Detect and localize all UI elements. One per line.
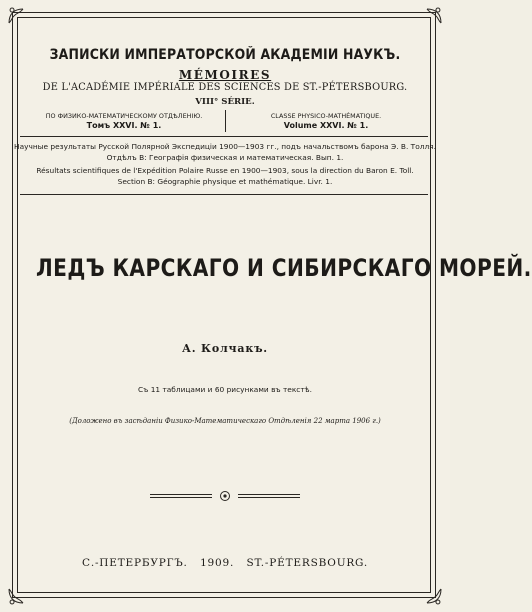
right-column-volume: Volume XXVI. № 1. <box>283 121 369 130</box>
presented-note: (Доложено въ засѣданiи Физико-Математическаго Отдѣленiя 22 марта 1906 г.) <box>69 417 381 425</box>
series-number: VIII° SÉRIE. <box>195 97 255 107</box>
right-column <box>226 111 426 131</box>
left-column-volume: Томъ XXVI. № 1. <box>86 121 162 130</box>
divider-line <box>20 136 428 137</box>
decorative-rule-left <box>150 497 212 498</box>
memoires-heading: MÉMOIRES <box>178 68 272 82</box>
decorative-rule-right <box>238 494 300 495</box>
section-ru: Отдѣлъ В: Географiя физическая и математическая. Вып. 1. <box>106 153 344 162</box>
left-column-department: ПО ФИЗИКО-МАТЕМАТИЧЕСКОМУ ОТДѢЛЕНIЮ. <box>45 112 203 120</box>
series-title: ЗАПИСКИ ИМПЕРАТОРСКОЙ АКАДЕМIИ НАУКЪ. <box>49 47 401 63</box>
center-ornament-icon <box>217 488 233 502</box>
imprint-line: С.-ПЕТЕРБУРГЪ. 1909. ST.-PÉTERSBOURG. <box>81 557 369 569</box>
decorative-rule-left <box>150 494 212 495</box>
academy-name-fr: DE L'ACADÉMIE IMPÉRIALE DES SCIENCES DE ST.-PÉTERSBOURG. <box>42 82 408 93</box>
scientific-results-ru: Научные результаты Русской Полярной Экспедицiи 1900—1903 гг., подъ начальствомъ барона Э. В. Толля. <box>14 142 436 151</box>
corner-ornament-icon <box>6 6 26 26</box>
corner-ornament-icon <box>6 586 26 606</box>
author-name: А. Колчакъ. <box>182 342 268 355</box>
corner-ornament-icon <box>424 586 444 606</box>
left-column <box>24 111 224 131</box>
decorative-rule-right <box>238 497 300 498</box>
section-fr: Section B: Géographie physique et mathématique. Livr. 1. <box>117 177 333 186</box>
corner-ornament-icon <box>424 6 444 26</box>
divider-line <box>20 194 428 195</box>
main-title: ЛЕДЪ КАРСКАГО И СИБИРСКАГО МОРЕЙ. <box>36 254 532 282</box>
tables-note: Съ 11 таблицами и 60 рисунками въ текстѣ. <box>137 385 312 394</box>
scientific-results-fr: Résultats scientifiques de l'Expédition Polaire Russe en 1900—1903, sous la direction du Baron E. Toll. <box>36 166 414 175</box>
right-column-department: CLASSE PHYSICO-MATHÉMATIQUE. <box>270 112 382 120</box>
